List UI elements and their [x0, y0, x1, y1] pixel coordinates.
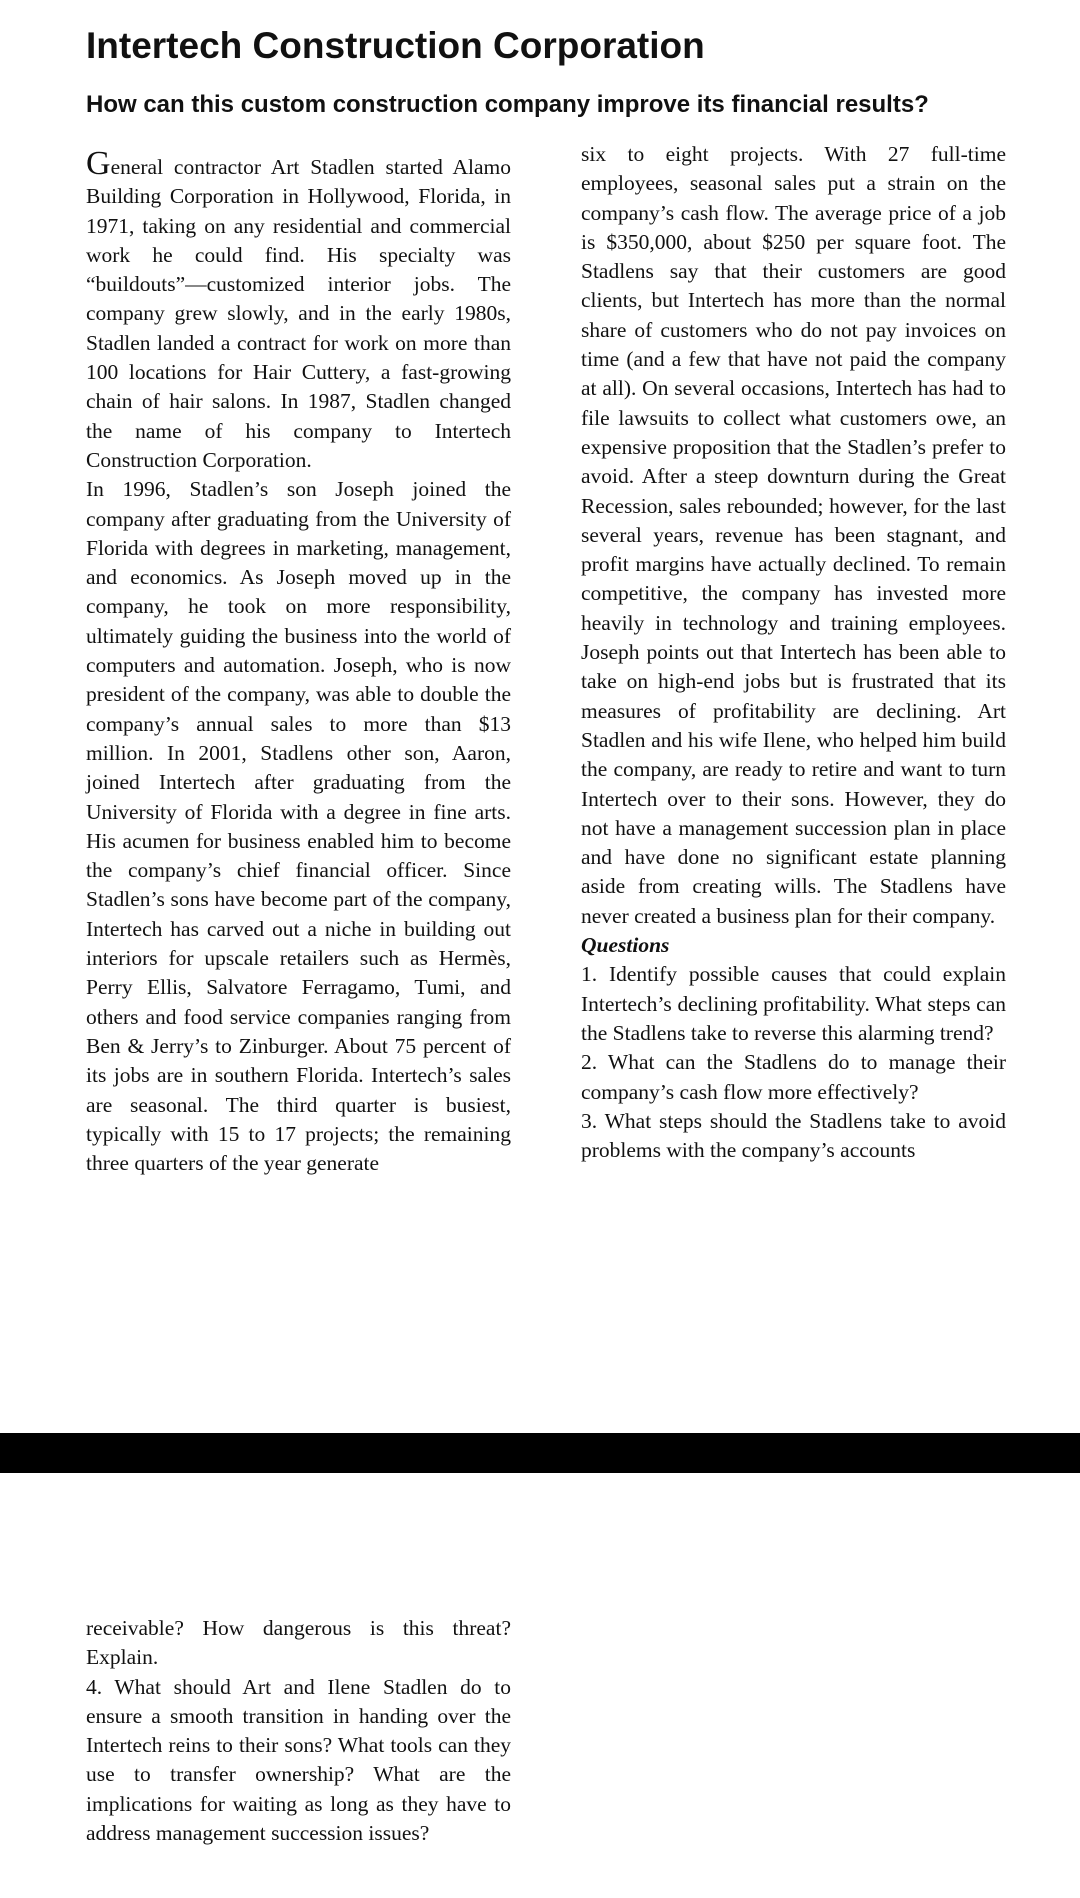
- question-3-end: receivable? How dangerous is this threat? Explain.: [86, 1616, 511, 1670]
- document-subtitle: How can this custom construction company improve its financial results?: [86, 91, 929, 118]
- question-3-start: 3. What steps should the Stadlens take to avoid problems with the company’s accounts: [581, 1108, 1006, 1163]
- questions-heading: Questions: [581, 933, 670, 958]
- document-title: Intertech Construction Corporation: [86, 25, 705, 66]
- drop-cap: G: [86, 145, 111, 182]
- right-column: [581, 140, 1006, 1165]
- paragraph-intro-text: eneral contractor Art Stadlen started Alamo Building Corporation in Hollywood, Florida, in 1971, taking on any residential and commercial work he could find. His specialty was “buildouts”—customized interior jobs. The company grew slowly, and in the early 1980s, Stadlen landed a contract for work on more than 100 locations for Hair Cuttery, a fast-growing chain of hair salons. In 1987, Stadlen changed the name of his company to Intertech Construction Corporation.: [86, 155, 511, 472]
- paragraph-sales: six to eight projects. With 27 full-time employees, seasonal sales put a strain on the company’s cash flow. The average price of a job is $350,000, about $250 per square foot. The Stadlens say that their customers are good clients, but Intertech has more than the normal share of customers who do not pay invoices on time (and a few that have not paid the company at all). On several occasions, Intertech has had to file lawsuits to collect what customers owe, an expensive proposition that the Stadlen’s prefer to avoid. After a steep downturn during the Great Recession, sales rebounded; however, for the last several years, revenue has been stagnant, and profit margins have actually declined. To remain competitive, the company has invested more heavily in technology and training employees. Joseph points out that Intertech has been able to take on high-end jobs but is frustrated that its measures of profitability are declining. Art Stadlen and his wife Ilene, who helped him build the company, are ready to retire and want to turn Intertech over to their sons. However, they do not have a management succession plan in place and have done no significant estate planning aside from creating wills. The Stadlens have never created a business plan for their company.: [581, 142, 1006, 928]
- page-divider-bar: [0, 1433, 1080, 1473]
- left-column: [86, 145, 511, 1178]
- continued-column: [86, 1614, 511, 1848]
- paragraph-intro: [86, 145, 511, 475]
- question-4: 4. What should Art and Ilene Stadlen do to ensure a smooth transition in handing over the Intertech reins to their sons? What tools can they use to transfer ownership? What are the implications for waiting as long as they have to address management succession issues?: [86, 1674, 511, 1846]
- question-2: 2. What can the Stadlens do to manage their company’s cash flow more effectively?: [581, 1050, 1006, 1104]
- paragraph-sons: In 1996, Stadlen’s son Joseph joined the company after graduating from the University of Florida with degrees in marketing, management, and economics. As Joseph moved up in the company, he took on more responsibility, ultimately guiding the business into the world of computers and automation. Joseph, who is now president of the company, was able to double the company’s annual sales to more than $13 million. In 2001, Stadlens other son, Aaron, joined Intertech after graduating from the University of Florida with a degree in fine arts. His acumen for business enabled him to become the company’s chief financial officer. Since Stadlen’s sons have become part of the company, Intertech has carved out a niche in building out interiors for upscale retailers such as Hermès, Perry Ellis, Salvatore Ferragamo, Tumi, and others and food service companies ranging from Ben & Jerry’s to Zinburger. About 75 percent of its jobs are in southern Florida. Intertech’s sales are seasonal. The third quarter is busiest, typically with 15 to 17 projects; the remaining three quarters of the year generate: [86, 477, 511, 1176]
- question-1: 1. Identify possible causes that could explain Intertech’s declining profitability. What steps can the Stadlens take to reverse this alarming trend?: [581, 962, 1006, 1045]
